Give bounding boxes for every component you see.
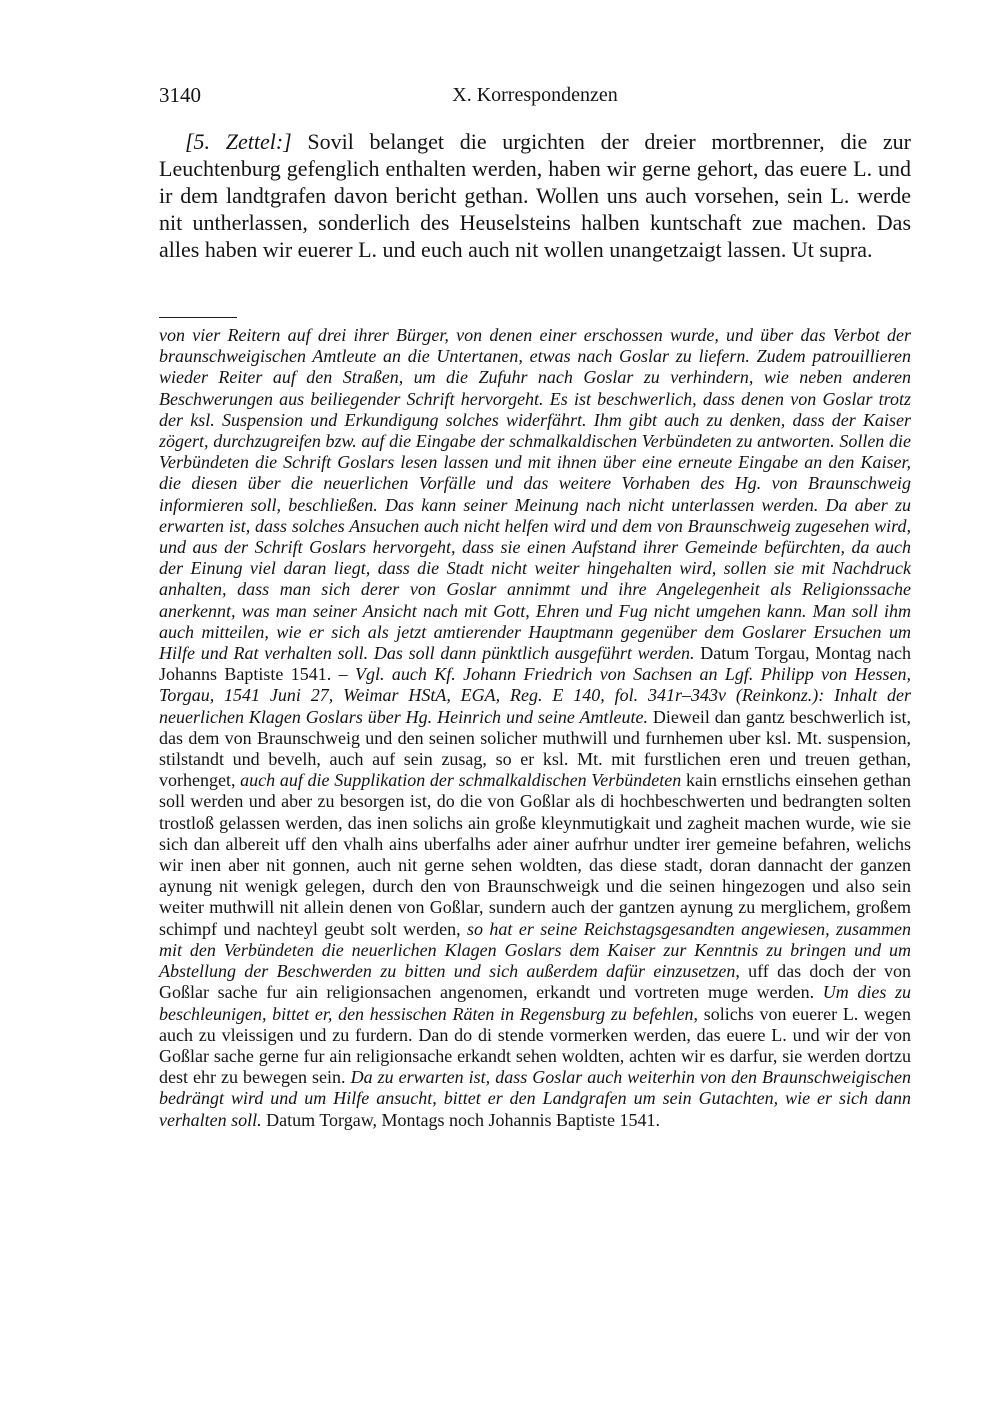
footnote-separator-rule [159, 317, 237, 318]
text-segment-italic: [5. Zettel:] [185, 129, 308, 154]
text-column [159, 82, 911, 1131]
text-segment-italic: – Vgl. auch Kf. Johann Friedrich von Sachsen an Lgf. Philipp von Hessen, Torgau, 1541 Juni 27, Weimar HStA, EGA, Reg. E 140, fol. 341r–343v (Reinkonz.): Inhalt der neuerlichen Klagen Goslars über Hg. Heinrich und seine Amtleute. [159, 664, 911, 727]
page-header [159, 82, 911, 112]
page-number: 3140 [159, 83, 201, 107]
text-segment-roman: Datum Torgau, Montag nach Johanns Baptiste 1541. [159, 643, 911, 685]
main-paragraph [159, 128, 911, 263]
text-segment-roman: Datum Torgaw, Montags noch Johannis Baptiste 1541. [266, 1109, 661, 1130]
text-segment-italic: Da zu erwarten ist, dass Goslar auch weiterhin von den Braunschweigischen bedrängt wird und um Hilfe ansucht, bittet er den Landgrafen um sein Gutachten, wie er sich dann verhalten soll. [159, 1067, 911, 1130]
text-segment-italic: von vier Reitern auf drei ihrer Bürger, von denen einer erschossen wurde, und über das Verbot der braunschweigischen Amtleute an die Untertanen, etwas nach Goslar zu liefern. Zudem patrouillieren wieder Reiter auf den Straßen, um die Zufuhr nach Goslar zu verhindern, wie neben anderen Beschwerungen aus beiliegender Schrift hervorgeht. Es ist beschwerlich, dass denen von Goslar trotz der ksl. Suspension und Erkundigung solches widerfährt. Ihm gibt auch zu denken, dass der Kaiser zögert, durchzugreifen bzw. auf die Eingabe der schmalkaldischen Verbündeten zu antworten. Sollen die Verbündeten die Schrift Goslars lesen lassen und mit ihnen über eine erneute Eingabe an den Kaiser, die diesen über die neuerlichen Vorfälle und das weitere Vorhaben des Hg. von Braunschweig informieren soll, beschließen. Das kann seiner Meinung nach nicht unterlassen werden. Da aber zu erwarten ist, dass solches Ansuchen auch nicht helfen wird und dem von Braunschweig zugesehen wird, und aus der Schrift Goslars hervorgeht, dass sie einen Aufstand ihrer Gemeinde befürchten, da auch der Einung viel daran liegt, dass die Stadt nicht weiter hingehalten wird, sollen sie mit Nachdruck anhalten, dass man sich derer von Goslar annimmt und ihre Angelegenheit als Religionssache anerkennt, was man seiner Ansicht nach mit Gott, Ehren und Fug nicht umgehen kann. Man soll ihm auch mitteilen, wie er sich als jetzt amtierender Hauptmann gegenüber dem Goslarer Ersuchen um Hilfe und Rat verhalten soll. Das soll dann pünktlich ausgeführt werden. [159, 325, 911, 664]
text-segment-roman: kain ernstlichs einsehen gethan soll werden und aber zu besorgen ist, do die von Goßlar als di hochbeschwerten und bedrangten solten trostloß gelassen werden, das inen solichs ain große kleynmutigkait und zagheit machen wurde, wie sie sich dan albereit uff den vhalh ains uberfalhs ader ainer aufrhur undter irer gemeine befahren, welichs wir inen aber nit gonnen, auch nit gerne sehen woldten, das diese stadt, doran dannacht der ganzen aynung nit wenigk gelegen, durch den von Braunschweigk und die seinen hingezogen und also sein weiter muthwill nit allein denen von Goßlar, sundern auch der gantzen aynung zu merglichem, großem schimpf und nachteyl geubt solt werden, [159, 770, 911, 939]
text-segment-italic: auch auf die Supplikation der schmalkaldischen Verbündeten [240, 770, 686, 791]
text-segment-italic: so hat er seine Reichstagsgesandten angewiesen, zusammen mit den Verbündeten die neuerlichen Klagen Goslars dem Kaiser zur Kenntnis zu bringen und um Abstellung der Beschwerden zu bitten und sich außerdem dafür einzusetzen [159, 918, 911, 982]
text-segment-roman: , solichs von euerer L. wegen auch zu vleissigen und zu furdern. Dan do di stende vormerken werden, das euere L. und wir der von Goßlar sache gerne fur ain religionsache erkandt sehen woldten, achten wir es darfur, sie werden dortzu dest ehr zu bewegen sein. [159, 1003, 911, 1088]
footnote-text [159, 325, 911, 1131]
running-title: X. Korrespondenzen [452, 84, 618, 106]
text-segment-roman: , uff das doch der von Goßlar sache fur ain religionsachen angenomen, erkandt und vortreten muge werden. [159, 961, 911, 1003]
text-segment-roman: Sovil belanget die urgichten der dreier mortbrenner, die zur Leuchtenburg gefenglich enthalten werden, haben wir gerne gehort, das euere L. und ir dem landtgrafen davon bericht gethan. Wollen uns auch vorsehen, sein L. werde nit untherlassen, sonderlich des Heuselsteins halben kuntschaft zue machen. Das alles haben wir euerer L. und euch auch nit wollen unangetzaigt lassen. Ut supra. [159, 129, 911, 262]
text-segment-italic: Um dies zu beschleunigen, bittet er, den hessischen Räten in Regensburg zu befehlen [159, 982, 911, 1024]
text-segment-roman: Dieweil dan gantz beschwerlich ist, das dem von Braunschweig und den seinen solicher muthwill und furnhemen uber ksl. Mt. suspension, stilstandt und bevelh, auch auf sein zusag, so er ksl. Mt. mit furstlichen eren und treuen gethan, vorhenget, [159, 706, 911, 791]
